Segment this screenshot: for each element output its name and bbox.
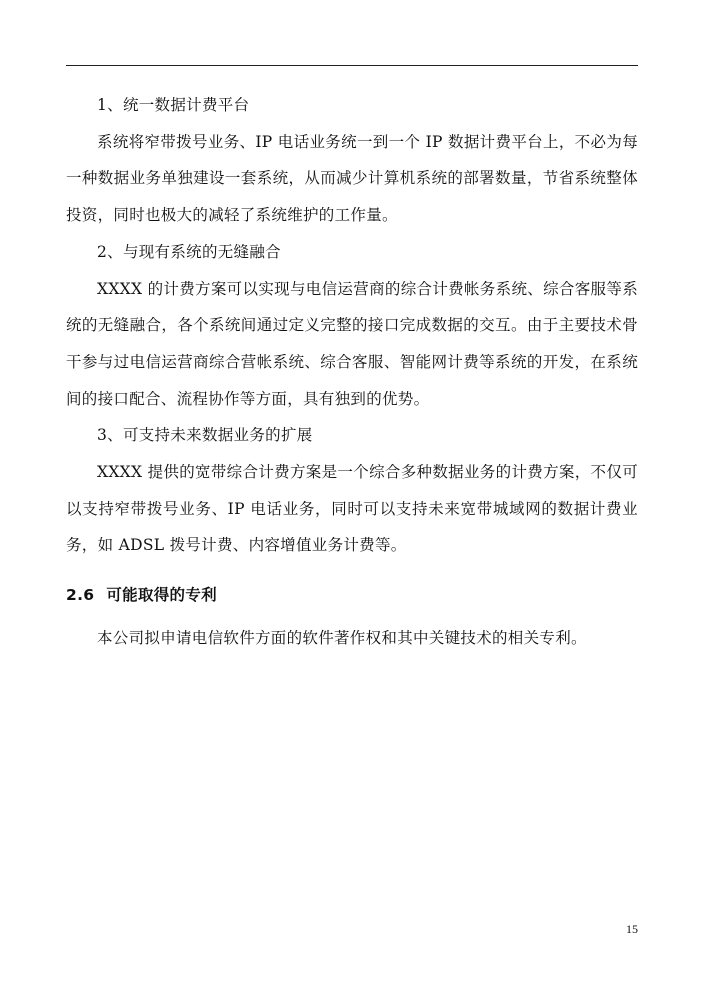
section-heading-future-expansion: 3、可支持未来数据业务的扩展: [97, 426, 313, 445]
page-number: 15: [626, 922, 638, 936]
section-title-text: 可能取得的专利: [106, 586, 217, 605]
paragraph-seamless-integration: XXXX 的计费方案可以实现与电信运营商的综合计费帐务系统、综合客服等系统的无缝融合，各个系统间通过定义完整的接口完成数据的交互。由于主要技术骨干参与过电信运营商综合营帐系统、综合客服、智能网计费等系统的开发，在系统间的接口配合、流程协作等方面，具有独到的优势。: [66, 279, 638, 408]
paragraph-patents: 本公司拟申请电信软件方面的软件著作权和其中关键技术的相关专利。: [97, 629, 587, 648]
paragraph-unified-billing: 系统将窄带拨号业务、IP 电话业务统一到一个 IP 数据计费平台上，不必为每一种数据业务单独建设一套系统，从而减少计算机系统的部署数量，节省系统整体投资，同时也极大的减轻了系统维护的工作量。: [66, 132, 638, 225]
section-heading-unified-billing: 1、统一数据计费平台: [97, 96, 250, 114]
section-title-patents: [66, 572, 638, 618]
document-body: [66, 87, 638, 657]
header-rule: [66, 65, 638, 66]
section-number: 2.6: [66, 586, 95, 605]
paragraph-future-expansion: XXXX 提供的宽带综合计费方案是一个综合多种数据业务的计费方案，不仅可以支持窄带拨号业务、IP 电话业务，同时可以支持未来宽带城域网的数据计费业务，如 ADSL 拨号计费、内容增值业务计费等。: [66, 463, 638, 555]
section-heading-seamless-integration: 2、与现有系统的无缝融合: [97, 242, 281, 261]
